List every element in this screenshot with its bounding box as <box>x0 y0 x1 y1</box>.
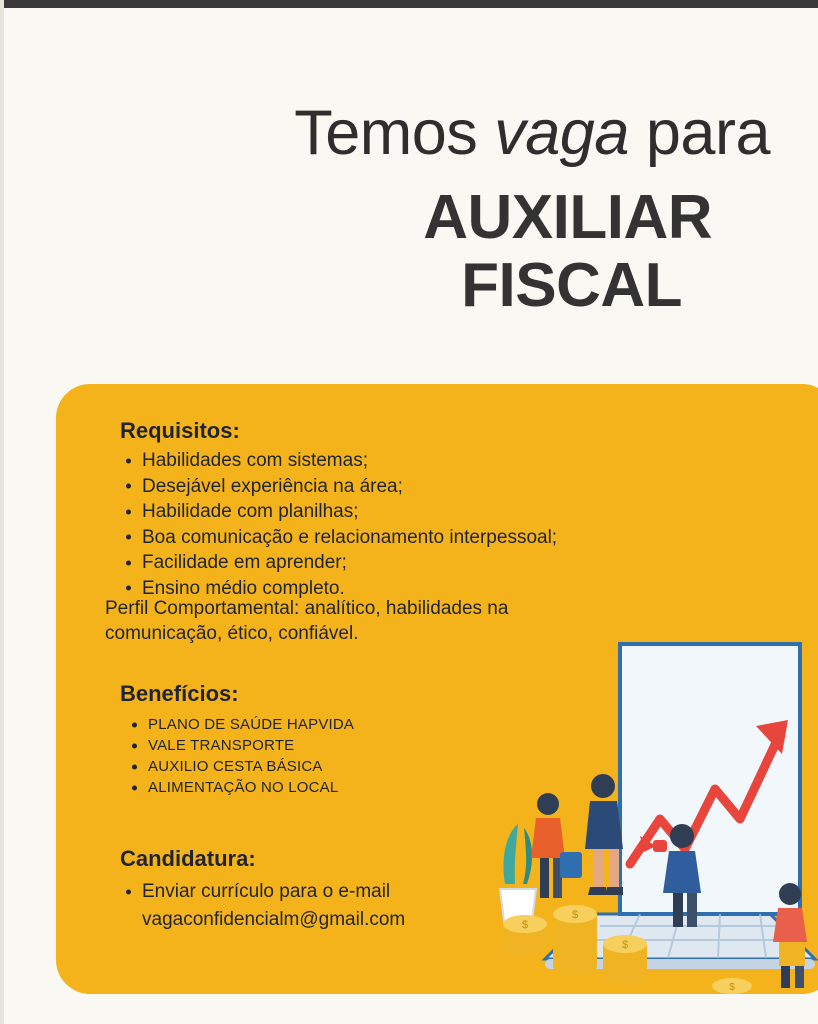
plant-icon <box>500 824 536 929</box>
business-growth-illustration <box>470 614 818 994</box>
list-item: Enviar currículo para o e-mail <box>124 878 405 906</box>
list-item: Desejável experiência na área; <box>124 474 557 500</box>
person-orange-icon <box>531 793 582 898</box>
svg-text:$: $ <box>571 909 579 921</box>
list-item: Habilidade com planilhas; <box>124 499 557 525</box>
list-item: VALE TRANSPORTE <box>130 735 354 756</box>
list-item: PLANO DE SAÚDE HAPVIDA <box>130 714 354 735</box>
svg-text:$: $ <box>729 982 735 993</box>
svg-text:$: $ <box>621 939 629 951</box>
headline-line-1 <box>0 96 770 170</box>
list-item: Habilidades com sistemas; <box>124 448 557 474</box>
list-item: AUXILIO CESTA BÁSICA <box>130 756 354 777</box>
headline-line-3: FISCAL <box>461 251 682 320</box>
list-item: Facilidade em aprender; <box>124 550 557 576</box>
headline-emphasis: vaga <box>494 98 629 168</box>
requirements-title: Requisitos: <box>120 418 240 443</box>
top-bar <box>0 0 818 8</box>
requirements-list <box>124 448 557 601</box>
application-email[interactable]: vagaconfidencialm@gmail.com <box>142 909 406 930</box>
svg-text:$: $ <box>521 919 529 931</box>
list-item: Boa comunicação e relacionamento interpessoal; <box>124 525 557 551</box>
headline-text-after: para <box>628 98 770 168</box>
list-item: Ensino médio completo. <box>124 576 557 602</box>
details-card <box>56 384 818 994</box>
headline-block <box>0 96 800 320</box>
behavioral-profile-text: Perfil Comportamental: analítico, habilidades na comunicação, ético, confiável. <box>105 598 509 644</box>
benefits-title: Benefícios: <box>120 681 239 706</box>
person-blue-icon <box>585 774 623 895</box>
application-list <box>124 878 405 934</box>
headline-line-2: AUXILIAR <box>423 183 712 252</box>
headline-text-before: Temos <box>294 98 495 168</box>
benefits-list <box>130 714 354 798</box>
list-item: ALIMENTAÇÃO NO LOCAL <box>130 777 354 798</box>
application-title: Candidatura: <box>120 846 256 871</box>
